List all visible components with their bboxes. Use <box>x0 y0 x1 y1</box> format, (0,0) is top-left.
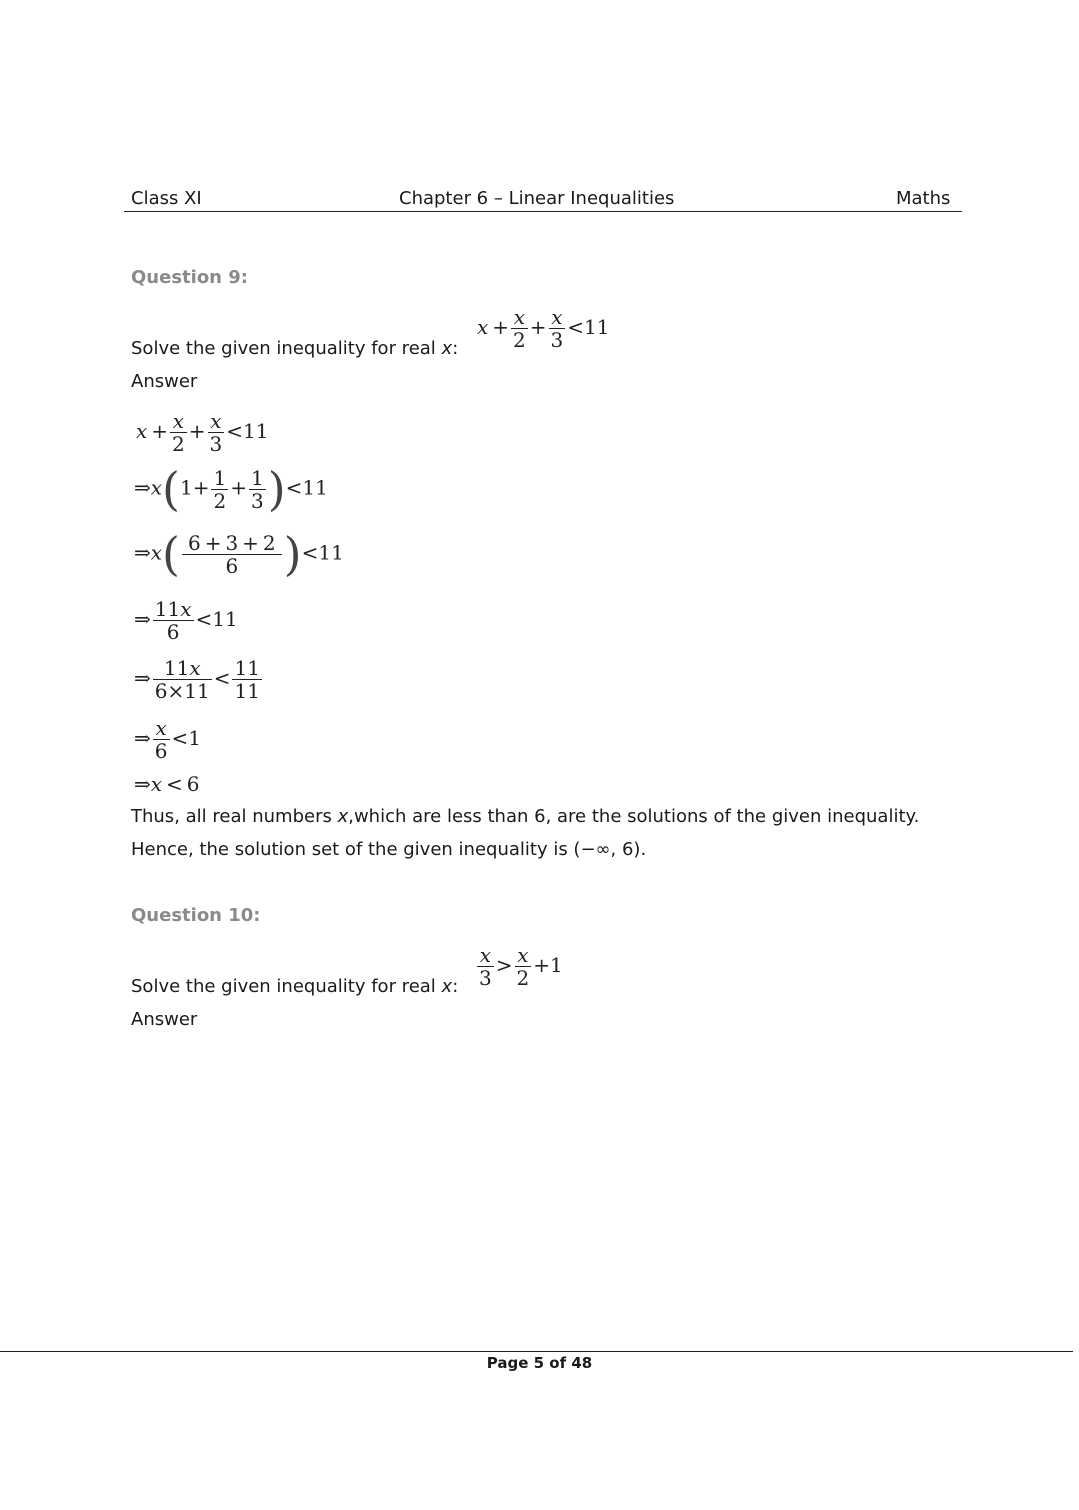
footer-rule <box>0 1351 1073 1352</box>
step-3: ⇒x( $\frac{6 + 3 + 2}{6}$ )<11 <box>134 527 344 581</box>
header-class: Class XI <box>131 188 202 209</box>
conclusion-var: x <box>337 806 349 827</box>
step-6: ⇒ $\frac{x}{6}$ <1 <box>134 716 201 763</box>
step-2: ⇒x(1+ $\frac{1}{2}$ + $\frac{1}{3}$ )<11 <box>134 462 328 516</box>
header-subject: Maths <box>896 188 951 209</box>
conclusion-text-a: Thus, all real numbers <box>131 806 338 827</box>
step-5: ⇒ $\frac{11x}{6\times 11}$ < $\frac{11}{11}$ <box>134 656 260 703</box>
step-4: ⇒ $\frac{11x}{6}$ <11 <box>134 597 238 644</box>
question-10-prompt <box>131 976 458 997</box>
prompt-text: Solve the given inequality for real <box>131 338 442 359</box>
page-number: Page 5 of 48 <box>486 1354 593 1372</box>
question-10-answer-label: Answer <box>131 1009 198 1030</box>
question-9-conclusion-2: Hence, the solution set of the given inequality is (−∞, 6). <box>131 839 647 860</box>
prompt-var: x <box>441 976 453 997</box>
question-10-inequality: $\frac{x}{3}$ > $\frac{x}{2}$ +1 <box>479 943 563 990</box>
prompt-colon: : <box>452 976 459 997</box>
header-rule <box>124 211 962 212</box>
question-10-title: Question 10: <box>131 905 261 926</box>
question-9-title: Question 9: <box>131 267 248 288</box>
prompt-text: Solve the given inequality for real <box>131 976 442 997</box>
step-7: ⇒x < 6 <box>134 772 200 796</box>
prompt-colon: : <box>452 338 459 359</box>
prompt-var: x <box>441 338 453 359</box>
question-9-inequality: x + $\frac{x}{2}$ + $\frac{x}{3}$ <11 <box>477 305 610 352</box>
question-9-prompt <box>131 338 458 359</box>
conclusion-text-b: ,which are less than 6, are the solutions of the given inequality. <box>348 806 920 827</box>
question-9-answer-label: Answer <box>131 371 198 392</box>
step-1: x + $\frac{x}{2}$ + $\frac{x}{3}$ <11 <box>136 409 269 456</box>
question-9-conclusion-1 <box>131 806 919 827</box>
header-chapter: Chapter 6 – Linear Inequalities <box>399 188 675 209</box>
